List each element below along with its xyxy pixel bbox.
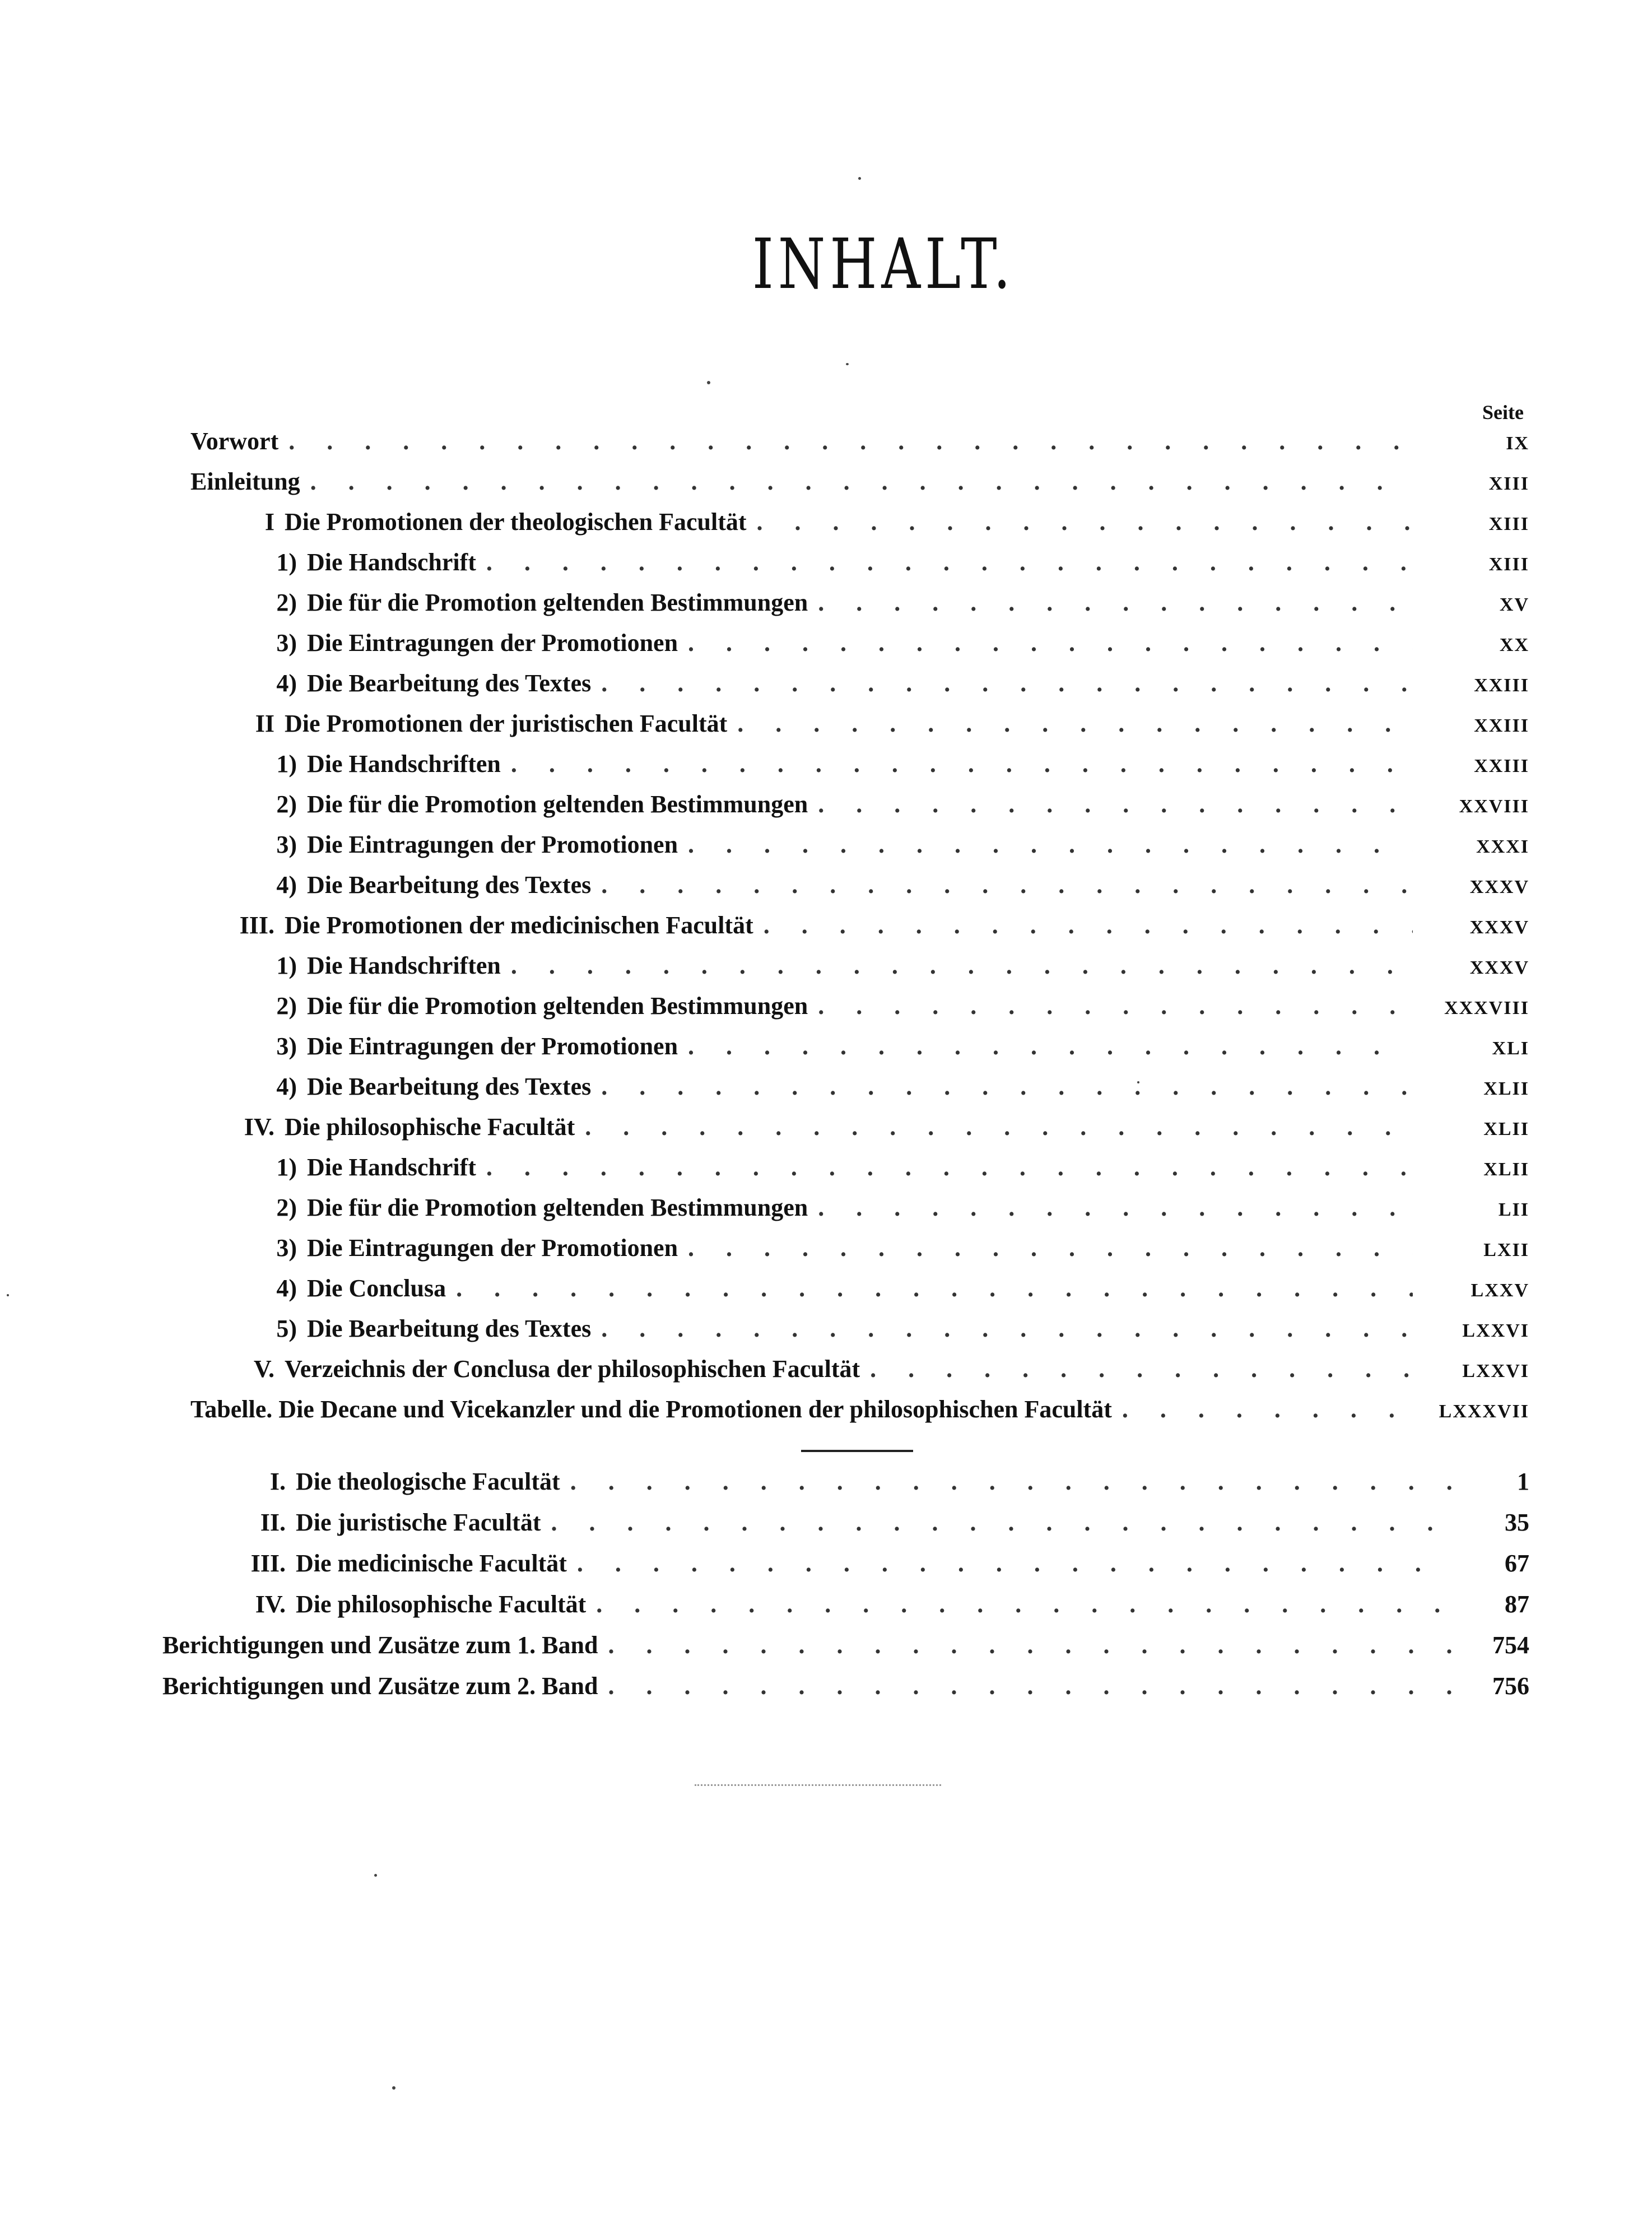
toc-entry-label: Die für die Promotion geltenden Bestimmungen: [307, 790, 808, 818]
toc-entry-number: V.: [253, 1355, 274, 1383]
toc-entry-label: Die Bearbeitung des Textes: [307, 1073, 592, 1100]
toc-entry-label: Die Bearbeitung des Textes: [307, 1315, 592, 1342]
toc-entry-page: 1: [1517, 1468, 1529, 1495]
print-speck: [1137, 1081, 1139, 1083]
toc-entry: [162, 1502, 1529, 1543]
toc-entry-label: Die Promotionen der medicinischen Facultät: [285, 911, 753, 939]
dot-leader: [818, 986, 1413, 1026]
front-matter-contents: [190, 421, 1529, 1430]
toc-entry-number: 4): [276, 871, 297, 899]
toc-entry-number: II: [255, 710, 274, 737]
toc-entry-page: XV: [1499, 594, 1529, 615]
toc-entry-page: LXXXVII: [1439, 1401, 1529, 1422]
toc-entry-label: Die für die Promotion geltenden Bestimmungen: [307, 1194, 808, 1221]
toc-entry-page: XX: [1499, 635, 1529, 655]
toc-entry-label: Die juristische Facultät: [296, 1509, 541, 1536]
toc-entry-page: LXXVI: [1462, 1320, 1529, 1341]
toc-entry: [190, 865, 1529, 905]
dot-leader: [757, 502, 1413, 542]
toc-entry-label: Vorwort: [190, 427, 279, 455]
toc-entry: [190, 583, 1529, 623]
toc-entry-label: Berichtigungen und Zusätze zum 1. Band: [162, 1631, 598, 1659]
toc-entry: [190, 623, 1529, 663]
toc-entry: [190, 704, 1529, 744]
toc-entry-page: 754: [1492, 1631, 1529, 1659]
dot-leader: [688, 1228, 1413, 1268]
dot-leader: [601, 663, 1413, 704]
toc-entry-label: Die theologische Facultät: [296, 1468, 560, 1495]
footer-ornament-line: [695, 1784, 941, 1786]
toc-entry-page: XXXV: [1469, 877, 1529, 897]
toc-entry: [190, 1349, 1529, 1389]
toc-entry-label: Einleitung: [190, 468, 300, 495]
toc-entry-page: XLII: [1483, 1078, 1529, 1099]
toc-entry-page: XLII: [1483, 1159, 1529, 1180]
toc-entry-page: IX: [1506, 433, 1529, 454]
toc-entry: [190, 421, 1529, 462]
dot-leader: [764, 905, 1413, 946]
toc-entry-page: XIII: [1488, 514, 1529, 534]
toc-entry: [190, 825, 1529, 865]
toc-entry-number: III.: [239, 911, 274, 939]
page-column-header: Seite: [1482, 401, 1524, 424]
toc-entry: [190, 1107, 1529, 1147]
dot-leader: [737, 704, 1413, 744]
toc-entry: [162, 1584, 1529, 1625]
toc-entry-label: Die Conclusa: [307, 1274, 446, 1302]
toc-entry-number: 2): [276, 790, 297, 818]
dot-leader: [601, 1309, 1413, 1349]
print-speck: [707, 381, 710, 384]
print-speck: [392, 2086, 395, 2090]
toc-entry: [190, 1228, 1529, 1268]
toc-entry: [190, 1389, 1529, 1430]
dot-leader: [577, 1543, 1452, 1584]
toc-entry: [190, 1067, 1529, 1107]
toc-entry-label: Die für die Promotion geltenden Bestimmungen: [307, 589, 808, 616]
toc-entry-number: 1): [276, 952, 297, 979]
main-contents: [162, 1461, 1529, 1706]
dot-leader: [570, 1461, 1452, 1502]
toc-entry-page: XLI: [1492, 1038, 1529, 1059]
toc-entry-number: 5): [276, 1315, 297, 1342]
toc-entry-label: Die philosophische Facultät: [285, 1113, 575, 1141]
toc-entry-label: Die Handschrift: [307, 548, 476, 576]
toc-entry: [190, 542, 1529, 583]
toc-entry: [162, 1625, 1529, 1666]
dot-leader: [608, 1666, 1452, 1706]
toc-entry: [190, 663, 1529, 704]
dot-leader: [551, 1502, 1452, 1543]
toc-entry-label: Die Promotionen der theologischen Facultät: [285, 508, 747, 536]
toc-entry-number: 3): [276, 1234, 297, 1262]
print-speck: [7, 1294, 9, 1296]
toc-entry-number: I.: [269, 1468, 286, 1495]
toc-entry-number: 2): [276, 589, 297, 616]
dot-leader: [585, 1107, 1413, 1147]
toc-entry: [190, 1268, 1529, 1309]
toc-entry-number: 4): [276, 669, 297, 697]
toc-entry-page: 35: [1505, 1509, 1529, 1536]
toc-entry-page: LXXV: [1470, 1280, 1529, 1301]
toc-entry: [162, 1543, 1529, 1584]
toc-entry-number: III.: [250, 1550, 286, 1577]
toc-entry-page: XXIII: [1474, 675, 1529, 696]
toc-entry-page: 67: [1505, 1550, 1529, 1577]
toc-entry-page: XIII: [1488, 473, 1529, 494]
toc-entry-page: 756: [1492, 1672, 1529, 1700]
dot-leader: [601, 1067, 1413, 1107]
toc-entry-label: Die philosophische Facultät: [296, 1590, 587, 1618]
toc-entry: [190, 1188, 1529, 1228]
toc-entry-page: 87: [1505, 1590, 1529, 1618]
dot-leader: [486, 542, 1413, 583]
toc-entry-label: Verzeichnis der Conclusa der philosophischen Facultät: [285, 1355, 860, 1383]
toc-entry-page: XIII: [1488, 554, 1529, 575]
toc-entry-page: XXIII: [1474, 756, 1529, 776]
toc-entry-number: IV.: [255, 1590, 286, 1618]
toc-entry-label: Die Handschriften: [307, 750, 501, 778]
dot-leader: [688, 825, 1413, 865]
toc-entry: [190, 905, 1529, 946]
toc-entry-page: XXXV: [1469, 917, 1529, 938]
toc-entry-page: XXIII: [1474, 715, 1529, 736]
toc-entry-label: Die Promotionen der juristischen Facultät: [285, 710, 728, 737]
print-speck: [374, 1874, 377, 1877]
dot-leader: [310, 462, 1413, 502]
dot-leader: [601, 865, 1413, 905]
toc-entry: [190, 1309, 1529, 1349]
toc-entry: [190, 946, 1529, 986]
toc-entry: [162, 1461, 1529, 1502]
section-divider: [801, 1450, 913, 1452]
print-speck: [846, 363, 849, 365]
dot-leader: [288, 421, 1413, 462]
dot-leader: [511, 744, 1413, 784]
toc-entry-number: 4): [276, 1274, 297, 1302]
toc-entry-number: 4): [276, 1073, 297, 1100]
dot-leader: [688, 623, 1413, 663]
toc-entry-number: IV.: [244, 1113, 274, 1141]
toc-entry: [190, 462, 1529, 502]
toc-entry-label: Die Eintragungen der Promotionen: [307, 831, 678, 858]
dot-leader: [688, 1026, 1413, 1067]
toc-entry-label: Die Handschrift: [307, 1153, 476, 1181]
toc-entry-page: LXXVI: [1462, 1361, 1529, 1381]
toc-entry-page: XXXI: [1476, 836, 1529, 857]
dot-leader: [456, 1268, 1413, 1309]
toc-entry-number: 1): [276, 750, 297, 778]
toc-entry-number: 3): [276, 831, 297, 858]
toc-entry-label: Die Bearbeitung des Textes: [307, 669, 592, 697]
dot-leader: [818, 1188, 1413, 1228]
page-title: INHALT.: [752, 224, 1015, 305]
toc-entry-page: XXXV: [1469, 957, 1529, 978]
toc-entry-page: XLII: [1483, 1119, 1529, 1139]
toc-entry: [190, 744, 1529, 784]
toc-entry-number: I: [264, 508, 274, 536]
toc-entry-label: Die Handschriften: [307, 952, 501, 979]
toc-entry-page: XXVIII: [1459, 796, 1529, 817]
toc-entry: [190, 986, 1529, 1026]
dot-leader: [608, 1625, 1452, 1666]
toc-entry-label: Die Bearbeitung des Textes: [307, 871, 592, 899]
toc-entry-number: 2): [276, 1194, 297, 1221]
toc-entry-label: Tabelle. Die Decane und Vicekanzler und die Promotionen der philosophischen Facultät: [190, 1395, 1112, 1423]
toc-entry: [190, 1147, 1529, 1188]
dot-leader: [818, 784, 1413, 825]
toc-entry-label: Die Eintragungen der Promotionen: [307, 1032, 678, 1060]
print-speck: [858, 177, 861, 180]
toc-entry-number: II.: [260, 1509, 286, 1536]
dot-leader: [511, 946, 1413, 986]
toc-entry: [190, 784, 1529, 825]
toc-entry-page: LXII: [1483, 1240, 1529, 1260]
dot-leader: [486, 1147, 1413, 1188]
toc-entry-label: Die für die Promotion geltenden Bestimmungen: [307, 992, 808, 1020]
toc-entry-label: Die Eintragungen der Promotionen: [307, 1234, 678, 1262]
toc-entry: [190, 502, 1529, 542]
dot-leader: [870, 1349, 1413, 1389]
toc-entry-label: Die Eintragungen der Promotionen: [307, 629, 678, 657]
toc-entry-label: Berichtigungen und Zusätze zum 2. Band: [162, 1672, 598, 1700]
toc-entry-number: 1): [276, 1153, 297, 1181]
toc-entry: [162, 1666, 1529, 1706]
toc-entry-page: XXXVIII: [1444, 998, 1529, 1018]
toc-entry-number: 3): [276, 629, 297, 657]
toc-entry-number: 2): [276, 992, 297, 1020]
dot-leader: [596, 1584, 1452, 1625]
toc-entry-page: LII: [1498, 1199, 1529, 1220]
toc-entry-number: 1): [276, 548, 297, 576]
dot-leader: [818, 583, 1413, 623]
toc-entry: [190, 1026, 1529, 1067]
toc-entry-label: Die medicinische Facultät: [296, 1550, 567, 1577]
toc-entry-number: 3): [276, 1032, 297, 1060]
dot-leader: [1122, 1389, 1413, 1430]
